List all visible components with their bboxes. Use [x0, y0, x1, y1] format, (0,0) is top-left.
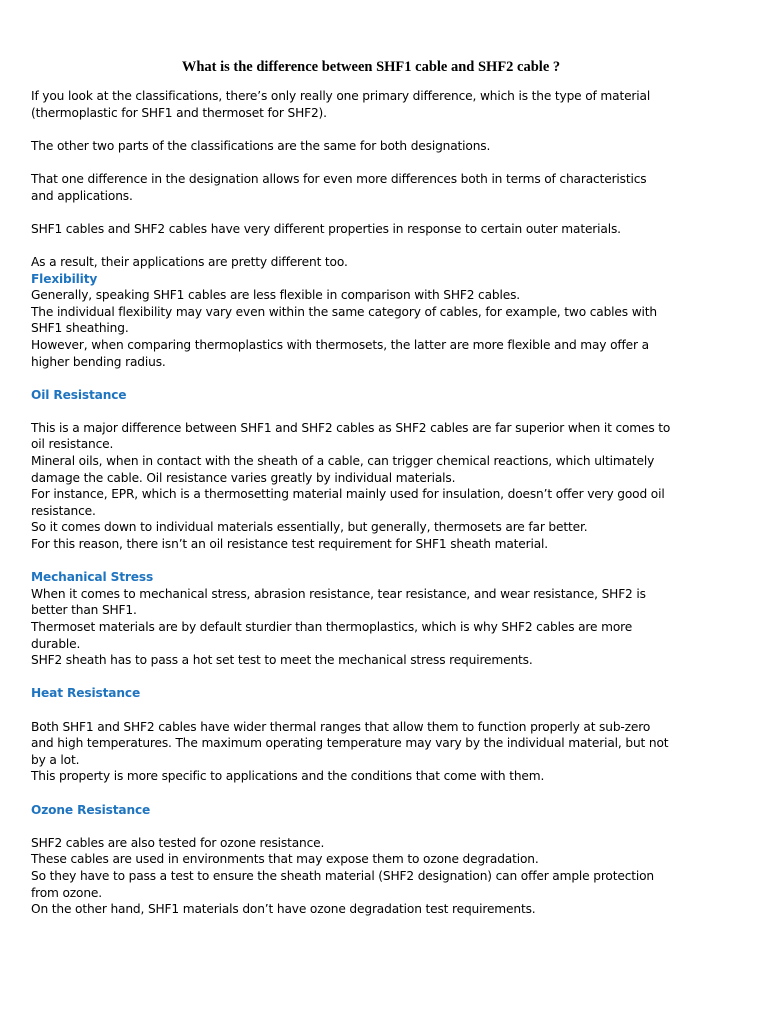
spacer: [31, 669, 671, 686]
document-title: What is the difference between SHF1 cable and SHF2 cable ?: [181, 59, 561, 75]
document-page: [31, 56, 671, 918]
intro-paragraph-4: SHF1 cables and SHF2 cables have very different properties in response to certain outer materials.: [31, 221, 621, 236]
heading-oil-resistance: Oil Resistance: [31, 387, 127, 402]
spacer: [31, 785, 671, 802]
spacer: [31, 204, 671, 221]
mechanical-line-2: Thermoset materials are by default sturdier than thermoplastics, which is why SHF2 cables are more durable.: [31, 620, 633, 651]
spacer: [31, 121, 671, 138]
spacer: [31, 370, 671, 387]
spacer: [31, 553, 671, 570]
heading-heat-resistance: Heat Resistance: [31, 686, 141, 701]
spacer: [31, 702, 671, 719]
mechanical-line-3: SHF2 sheath has to pass a hot set test to meet the mechanical stress requirements.: [31, 653, 533, 668]
heat-line-1: Both SHF1 and SHF2 cables have wider thermal ranges that allow them to function properly at sub-zero and high temperatures. The maximum operating temperature may vary by the individual material, but not by a lot.: [31, 719, 669, 767]
ozone-line-2: These cables are used in environments that may expose them to ozone degradation.: [31, 852, 539, 867]
oil-line-2: Mineral oils, when in contact with the sheath of a cable, can trigger chemical reactions, which ultimately damage the cable. Oil resistance varies greatly by individual materials.: [31, 454, 655, 485]
heat-line-2: This property is more specific to applications and the conditions that come with them.: [31, 769, 545, 784]
mechanical-line-1: When it comes to mechanical stress, abrasion resistance, tear resistance, and wear resistance, SHF2 is better than SHF1.: [31, 586, 646, 618]
ozone-line-1: SHF2 cables are also tested for ozone resistance.: [31, 835, 325, 850]
spacer: [31, 818, 671, 835]
oil-line-4: So it comes down to individual materials essentially, but generally, thermosets are far better.: [31, 520, 588, 535]
spacer: [31, 237, 671, 254]
intro-paragraph-3: That one difference in the designation allows for even more differences both in terms of characteristics and applications.: [31, 171, 647, 203]
ozone-line-4: On the other hand, SHF1 materials don’t have ozone degradation test requirements.: [31, 902, 536, 917]
intro-paragraph-2: The other two parts of the classifications are the same for both designations.: [31, 138, 491, 153]
spacer: [31, 403, 671, 420]
ozone-line-3: So they have to pass a test to ensure the sheath material (SHF2 designation) can offer ample protection from ozone.: [31, 868, 654, 900]
intro-paragraph-5: As a result, their applications are pretty different too.: [31, 254, 348, 269]
flexibility-line-1: Generally, speaking SHF1 cables are less flexible in comparison with SHF2 cables.: [31, 288, 521, 303]
oil-line-1: This is a major difference between SHF1 and SHF2 cables as SHF2 cables are far superior when it comes to oil resistance.: [31, 420, 671, 452]
flexibility-line-3: However, when comparing thermoplastics with thermosets, the latter are more flexible and may offer a higher bending radius.: [31, 337, 649, 369]
intro-paragraph-1: If you look at the classifications, there’s only really one primary difference, which is the type of material (thermoplastic for SHF1 and thermoset for SHF2).: [31, 89, 651, 120]
heading-mechanical-stress: Mechanical Stress: [31, 570, 154, 585]
oil-line-5: For this reason, there isn’t an oil resistance test requirement for SHF1 sheath material.: [31, 537, 548, 552]
flexibility-line-2: The individual flexibility may vary even within the same category of cables, for example, two cables with SHF1 sheathing.: [31, 304, 657, 336]
spacer: [31, 154, 671, 171]
heading-ozone-resistance: Ozone Resistance: [31, 802, 151, 817]
oil-line-3: For instance, EPR, which is a thermosetting material mainly used for insulation, doesn’t offer very good oil resistance.: [31, 487, 665, 518]
heading-flexibility: Flexibility: [31, 271, 98, 286]
